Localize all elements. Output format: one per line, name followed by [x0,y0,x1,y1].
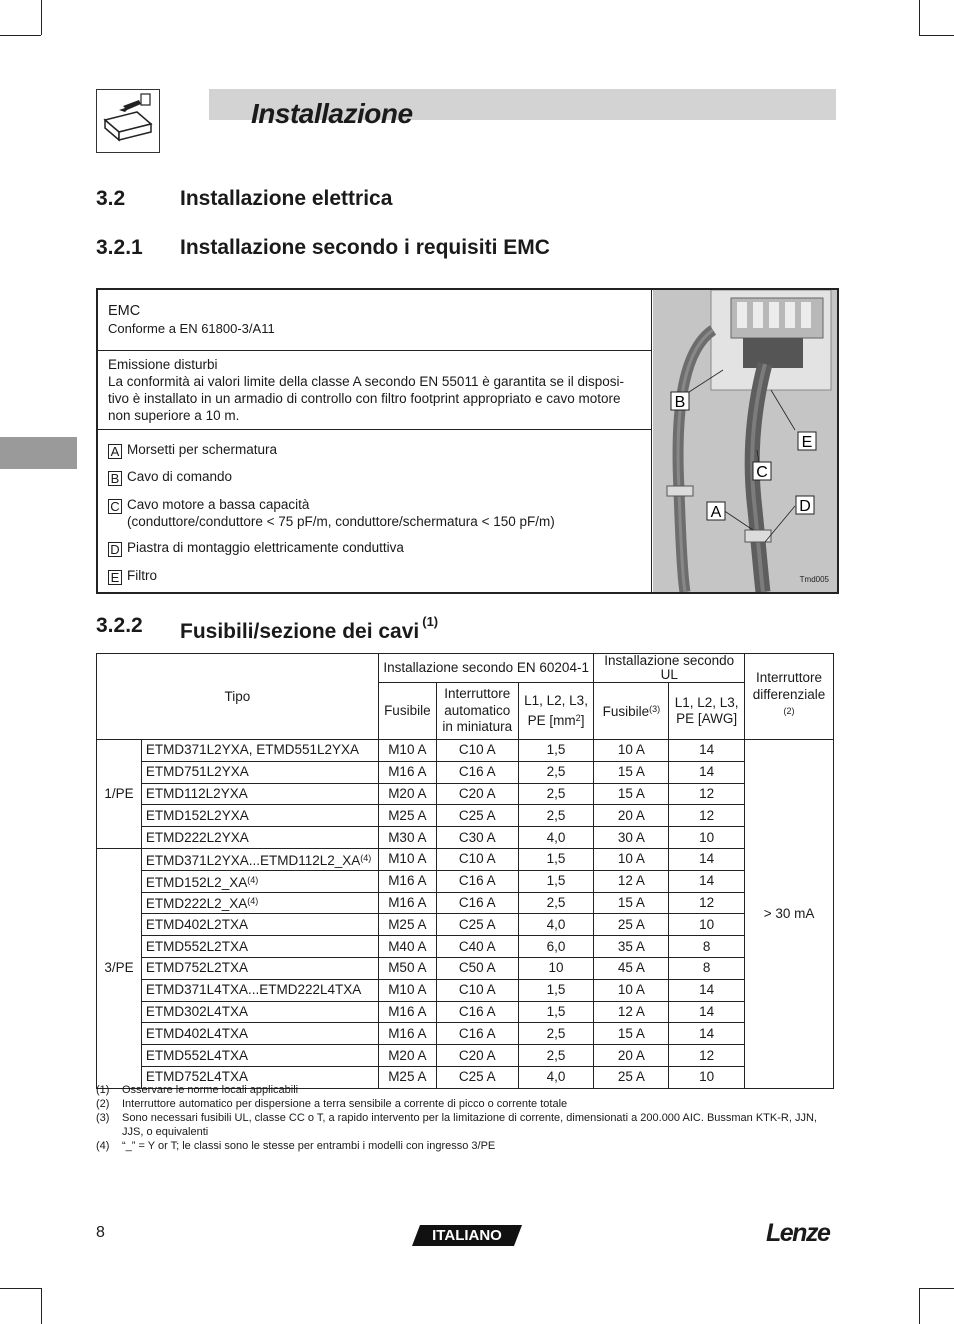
emission-text: La conformità ai valori limite della classe A secondo EN 55011 è garantita se il disposi- tivo è installato in un armadio di controllo con filtro footprint appropriato e cavo motore non superiore a 10 m. [108,374,625,423]
section-title: Installazione secondo i requisiti EMC [180,236,550,259]
mm2-cell: 10 [518,957,594,979]
emc-installation-photo [653,290,837,592]
awg-cell: 12 [669,783,745,805]
crop-mark [919,35,954,36]
ul-cell: 20 A [594,1045,669,1067]
footnote: (2) Interruttore automatico per dispersione a terra sensibile a corrente di picco o corrente totale [96,1098,568,1110]
fuse-cell: M50 A [378,957,436,979]
header-tipo: Tipo [97,654,379,740]
emc-conform-text: Conforme a EN 61800-3/A11 [108,321,275,336]
legend-key: D [108,542,122,557]
fuse-cell: M10 A [378,848,436,870]
legend-text: Filtro [127,568,157,583]
header-ul: Installazione secondo UL [594,654,745,683]
crop-mark [919,1288,920,1324]
tipo-cell: ETMD402L2TXA [141,914,378,936]
mcb-cell: C10 A [436,979,518,1001]
crop-mark [919,0,920,35]
awg-cell: 8 [669,936,745,958]
mm2-cell: 4,0 [518,827,594,849]
photo-label-d [796,496,814,515]
mm2-cell: 2,5 [518,1023,594,1045]
crop-mark [0,35,41,36]
photo-reference: Tmd005 [799,575,829,584]
tipo-cell: ETMD552L4TXA [141,1045,378,1067]
tipo-cell: ETMD112L2YXA [141,783,378,805]
mm2-cell: 2,5 [518,805,594,827]
header-fuse: Fusibile [378,683,436,740]
header-en60204: Installazione secondo EN 60204-1 [378,654,594,683]
awg-cell: 12 [669,892,745,914]
mm2-cell: 1,5 [518,740,594,762]
crop-mark [41,1288,42,1324]
fuse-cell: M16 A [378,1023,436,1045]
table-row [97,740,834,762]
header-breaker: Interruttore automatico in miniatura [436,683,518,740]
fuse-cell: M25 A [378,805,436,827]
table-row [97,1001,834,1023]
fuse-cell: M16 A [378,892,436,914]
legend-subtext: (conduttore/conduttore < 75 pF/m, conduttore/schermatura < 150 pF/m) [127,514,555,529]
fuse-cell: M20 A [378,1045,436,1067]
ul-cell: 10 A [594,740,669,762]
rcd-value-cell: > 30 mA [745,740,834,1089]
awg-cell: 10 [669,827,745,849]
awg-cell: 10 [669,914,745,936]
table-row [97,827,834,849]
legend-item-b [108,469,232,486]
mm2-cell: 1,5 [518,979,594,1001]
photo-label-e [798,432,816,451]
brand-logo: Lenze [766,1219,830,1247]
table-row [97,936,834,958]
table-row [97,1023,834,1045]
table-row [97,783,834,805]
legend-key: E [108,570,122,585]
ul-cell: 15 A [594,892,669,914]
awg-cell: 14 [669,870,745,892]
legend-key: B [108,471,122,486]
legend-item-e [108,568,157,585]
mm2-cell: 4,0 [518,914,594,936]
tipo-cell: ETMD752L2TXA [141,957,378,979]
mm2-cell: 6,0 [518,936,594,958]
footnote: (4) “_” = Y or T; le classi sono le stesse per entrambi i modelli con ingresso 3/PE [96,1140,496,1152]
tipo-cell: ETMD302L4TXA [141,1001,378,1023]
awg-cell: 14 [669,761,745,783]
tipo-cell: ETMD402L4TXA [141,1023,378,1045]
ul-cell: 12 A [594,1001,669,1023]
tipo-cell: ETMD751L2YXA [141,761,378,783]
awg-cell: 14 [669,740,745,762]
legend-key: C [108,499,122,514]
header-section-awg: L1, L2, L3, PE [AWG] [669,683,745,740]
mcb-cell: C25 A [436,1066,518,1088]
emc-box [96,288,839,594]
tipo-cell: ETMD371L4TXA...ETMD222L4TXA [141,979,378,1001]
mcb-cell: C40 A [436,936,518,958]
tipo-cell: ETMD371L2YXA, ETMD551L2YXA [141,740,378,762]
tipo-cell: ETMD152L2_XA$^{(4)}$ [141,870,378,892]
mcb-cell: C25 A [436,914,518,936]
awg-cell: 14 [669,848,745,870]
ul-cell: 30 A [594,827,669,849]
table-row [97,979,834,1001]
emc-conformity [98,290,652,351]
header-rcd: Interruttore differenziale $^{(2)}$ [745,654,834,740]
mm2-cell: 2,5 [518,1045,594,1067]
mm2-cell: 2,5 [518,892,594,914]
page-number: 8 [96,1224,105,1241]
mcb-cell: C10 A [436,740,518,762]
header-fuse-ul: Fusibile$^{(3)}$ [594,683,669,740]
ul-cell: 15 A [594,783,669,805]
awg-cell: 14 [669,979,745,1001]
footnotes [96,1083,836,1153]
chapter-tab [0,437,77,469]
svg-text:D: D [799,498,811,515]
mm2-cell: 2,5 [518,761,594,783]
section-title: Installazione elettrica [180,187,393,210]
legend-text: Piastra di montaggio elettricamente conduttiva [127,540,404,555]
tipo-cell: ETMD222L2YXA [141,827,378,849]
mcb-cell: C16 A [436,761,518,783]
photo-label-a [707,502,725,521]
language-badge [412,1225,522,1246]
table-row [97,892,834,914]
footnote: (3) Sono necessari fusibili UL, classe CC o T, a rapido intervento per la limitazione di corrente, dimensionati a 200.000 AIC. Bussman KTK-R, JJN, JJS, o equivalenti [96,1112,817,1138]
fuse-cell: M16 A [378,761,436,783]
tipo-cell: ETMD552L2TXA [141,936,378,958]
mcb-cell: C16 A [436,892,518,914]
table-row [97,914,834,936]
ul-cell: 10 A [594,848,669,870]
legend-item-a [108,442,277,459]
legend-text: Cavo motore a bassa capacità [127,497,310,512]
tipo-cell: ETMD371L2YXA...ETMD112L2_XA$^{(4)}$ [141,848,378,870]
mm2-cell: 2,5 [518,783,594,805]
svg-text:E: E [801,434,813,451]
awg-cell: 12 [669,1045,745,1067]
crop-mark [41,0,42,35]
mcb-cell: C20 A [436,783,518,805]
photo-label-b [671,392,689,411]
ul-cell: 20 A [594,805,669,827]
awg-cell: 8 [669,957,745,979]
table-row [97,761,834,783]
table-row [97,1045,834,1067]
ul-cell: 25 A [594,914,669,936]
table-row [97,957,834,979]
mcb-cell: C16 A [436,870,518,892]
emc-emission [98,351,652,430]
emc-title: EMC [108,303,141,319]
mm2-cell: 1,5 [518,870,594,892]
legend-item-c [108,497,555,530]
header-section-mm2: L1, L2, L3, PE $[mm^2]$ [518,683,594,740]
table-row [97,848,834,870]
mcb-cell: C16 A [436,1023,518,1045]
fuse-cell: M16 A [378,1001,436,1023]
mcb-cell: C10 A [436,848,518,870]
fuse-cell: M25 A [378,914,436,936]
awg-cell: 14 [669,1023,745,1045]
tipo-cell: ETMD222L2_XA$^{(4)}$ [141,892,378,914]
fuse-cell: M40 A [378,936,436,958]
crop-mark [919,1288,954,1289]
mcb-cell: C50 A [436,957,518,979]
emc-text-panel [98,290,652,592]
fuse-table [96,653,834,1089]
tipo-cell: ETMD752L4TXA [141,1066,378,1088]
fuse-cell: M10 A [378,740,436,762]
section-number: 3.2.2 [96,614,143,637]
awg-cell: 12 [669,805,745,827]
footnote: (1) Osservare le norme locali applicabili [96,1084,299,1096]
fuse-cell: M20 A [378,783,436,805]
group-cell: 1/PE [97,740,142,849]
awg-cell: 10 [669,1066,745,1088]
ul-cell: 15 A [594,761,669,783]
mm2-cell: 4,0 [518,1066,594,1088]
mcb-cell: C16 A [436,1001,518,1023]
mm2-cell: 1,5 [518,848,594,870]
awg-cell: 14 [669,1001,745,1023]
legend-text: Morsetti per schermatura [127,442,278,457]
mcb-cell: C25 A [436,805,518,827]
table-row [97,870,834,892]
ul-cell: 15 A [594,1023,669,1045]
mm2-cell: 1,5 [518,1001,594,1023]
fuse-cell: M30 A [378,827,436,849]
crop-mark [0,1288,41,1289]
fuse-cell: M10 A [378,979,436,1001]
section-title: Fusibili/sezione dei cavi $^{(1)}$ [180,614,439,643]
section-number: 3.2.1 [96,236,143,259]
legend-text: Cavo di comando [127,469,233,484]
legend-item-d [108,540,404,557]
emission-title: Emissione disturbi [108,357,218,372]
page-title: Installazione [251,98,413,129]
group-cell: 3/PE [97,848,142,1088]
ul-cell: 35 A [594,936,669,958]
mcb-cell: C30 A [436,827,518,849]
fuse-cell: M16 A [378,870,436,892]
ul-cell: 45 A [594,957,669,979]
ul-cell: 10 A [594,979,669,1001]
mcb-cell: C20 A [436,1045,518,1067]
ul-cell: 12 A [594,870,669,892]
tipo-cell: ETMD152L2YXA [141,805,378,827]
legend-key: A [108,444,122,459]
svg-text:B: B [674,394,686,411]
svg-text:A: A [710,504,722,521]
table-row [97,805,834,827]
svg-text:C: C [756,464,768,481]
installation-icon [96,89,160,153]
fuse-table-body [97,740,834,1089]
ul-cell: 25 A [594,1066,669,1088]
language-label: ITALIANO [432,1227,502,1244]
fuse-cell: M25 A [378,1066,436,1088]
section-number: 3.2 [96,187,126,210]
photo-label-c [753,462,771,481]
